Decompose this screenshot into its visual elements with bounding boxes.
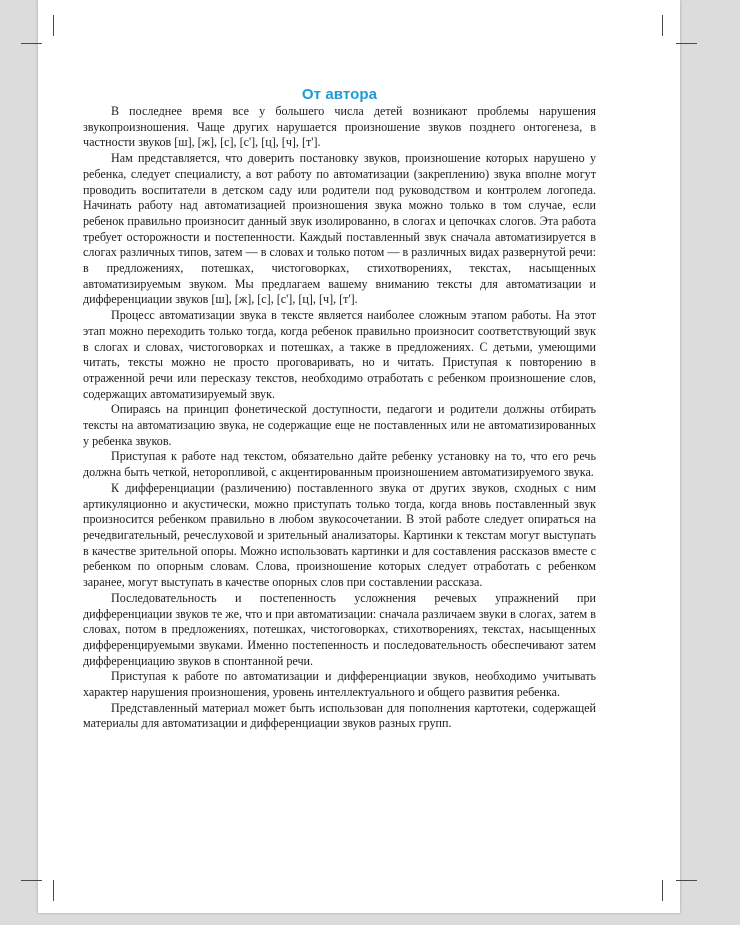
paragraph: Опираясь на принцип фонетической доступности, педагоги и родители должны отбирать тексты на автоматизацию звука, не содержащие еще не поставленных или не автоматизированных у ребенка звуков.: [83, 402, 596, 448]
paragraph: К дифференциации (различению) поставленного звука от других звуков, сходных с ним артикуляционно и акустически, можно приступать только тогда, когда вновь поставленный звук произносится ребенком правильно в любом звукосочетании. В этой работе следует опираться на речедвигательный, речеслуховой и зрительный анализаторы. Картинки к текстам могут выступать в качестве зрительной опоры. Можно использовать картинки и для составления рассказов вместе с ребенком по опорным словам. Слова, произношение которых следует отработать с ребенком заранее, могут выступать в качестве опорных слов при составлении рассказа.: [83, 480, 596, 590]
page-title: От автора: [301, 86, 378, 103]
crop-mark: [53, 15, 54, 36]
crop-mark: [676, 880, 697, 881]
paragraph: Представленный материал может быть использован для пополнения картотеки, содержащей материалы для автоматизации и дифференциации звуков разных групп.: [83, 700, 596, 731]
crop-mark: [21, 43, 42, 44]
crop-mark: [662, 880, 663, 901]
crop-mark: [21, 880, 42, 881]
crop-mark: [676, 43, 697, 44]
paragraph: Приступая к работе по автоматизации и дифференциации звуков, необходимо учитывать характер нарушения произношения, уровень интеллектуального и общего развития ребенка.: [83, 669, 596, 700]
crop-mark: [662, 15, 663, 36]
paragraph: Процесс автоматизации звука в тексте является наиболее сложным этапом работы. На этот этап можно переходить только тогда, когда ребенок правильно произносит соответствующий звук в слогах и словах, чистоговорках и потешках, а также в предложениях. С детьми, умеющими читать, тексты можно не просто проговаривать, но и читать. Приступая к повторению в отраженной речи или пересказу текстов, необходимо отработать с ребенком произношение слов, содержащих автоматизируемый звук.: [83, 308, 596, 401]
paragraph: Последовательность и постепенность усложнения речевых упражнений при дифференциации звуков те же, что и при автоматизации: сначала различаем звуки в слогах, затем в словах, потом в предложениях, потешках, чистоговорках, стихотворениях, текстах, насыщенных дифференцируемыми звуками. Именно постепенность и последовательность обеспечивают затем дифференциацию звуков в спонтанной речи.: [83, 590, 596, 668]
paragraph: В последнее время все у большего числа детей возникают проблемы нарушения звукопроизношения. Чаще других нарушается произношение звуков позднего онтогенеза, в частности звуков [ш], [ж], [с], [с'], [ц], [ч], [т'].: [83, 104, 596, 150]
crop-mark: [53, 880, 54, 901]
paragraph: Приступая к работе над текстом, обязательно дайте ребенку установку на то, что его речь должна быть четкой, неторопливой, с акцентированным произношением автоматизируемого звука.: [83, 449, 596, 480]
document-body: [83, 86, 596, 732]
paragraph: Нам представляется, что доверить постановку звуков, произношение которых нарушено у ребенка, следует специалисту, а вот работу по автоматизации (закреплению) звука вполне могут проводить воспитатели в детском саду или родители под руководством и контролем логопеда. Начинать работу над автоматизацией произношения звука можно только в том случае, если ребенок правильно произносит данный звук изолированно, в слогах и цепочках слогов. Эта работа требует осторожности и постепенности. Каждый поставленный звук сначала автоматизируется в слогах различных типов, затем — в словах и только потом — в различных видах развернутой речи: в предложениях, потешках, чистоговорках, стихотворениях, текстах, насыщенных автоматизируемым звуком. Мы предлагаем вашему вниманию тексты для автоматизации и дифференциации звуков [ш], [ж], [с], [с'], [ц], [ч], [т'].: [83, 151, 596, 307]
